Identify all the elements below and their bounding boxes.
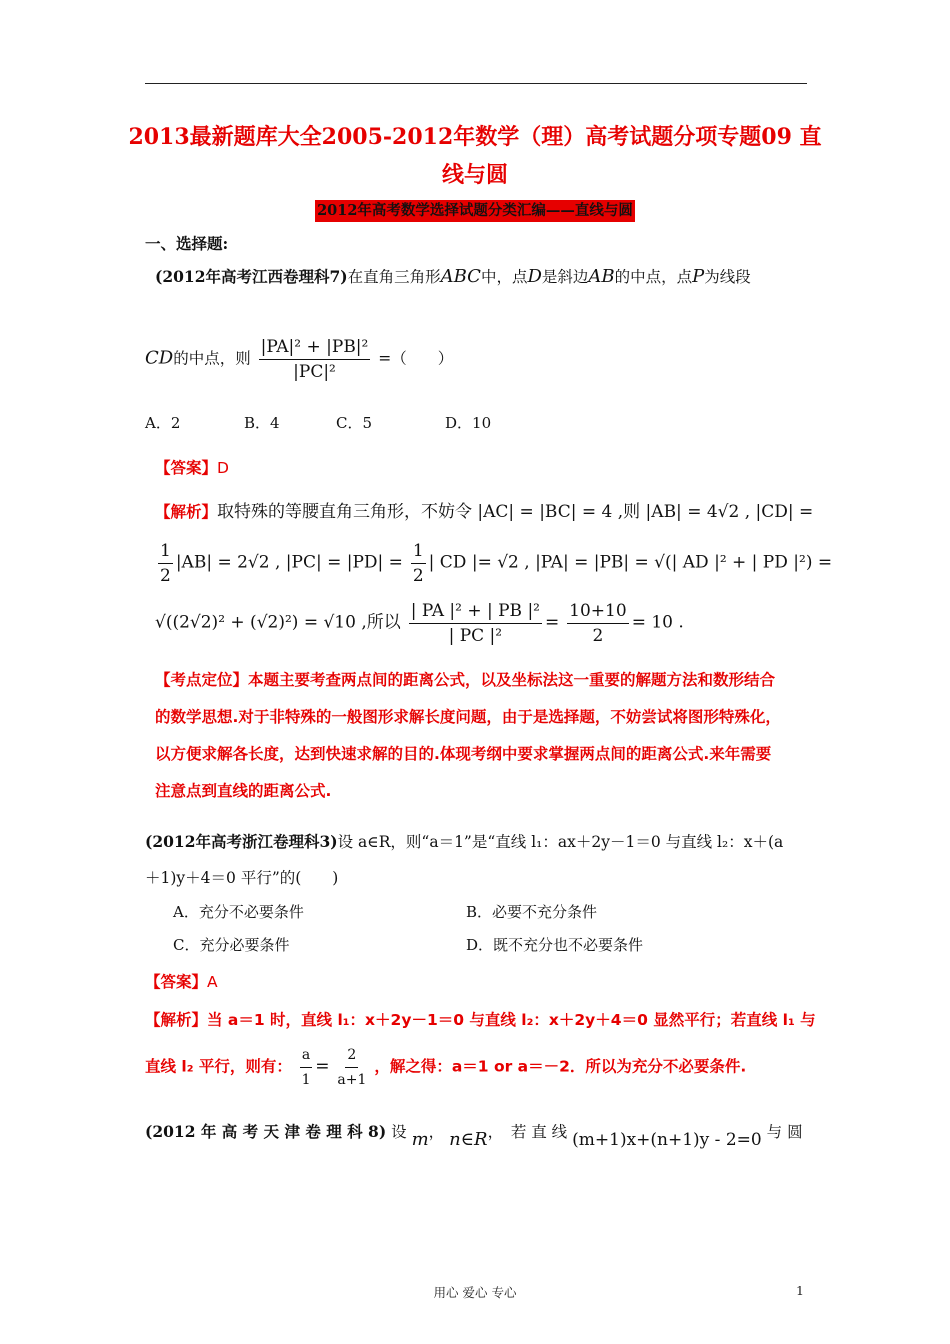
q2-line-1 xyxy=(145,830,783,854)
q2-frac-b-num: 2 xyxy=(345,1044,358,1068)
q1-kaodian-1 xyxy=(155,668,775,692)
q2-frac-a-den: 1 xyxy=(301,1072,311,1088)
document-title xyxy=(120,118,830,194)
q1-fraction xyxy=(259,336,371,383)
q2-text-1: 设 a∈R，则“a＝1”是“直线 l₁：ax＋2y－1＝0 与直线 l₂：x＋(a xyxy=(337,833,784,851)
q1-analysis-text-2b: | CD |= √2 , |PA| = |PB| = √(| AD |² + | PD |²) = xyxy=(428,552,833,573)
q1-answer-label: 【答案】 xyxy=(155,459,218,477)
q2-analysis-text-1: 当 a＝1 时，直线 l₁：x＋2y－1＝0 与直线 l₂：x＋2y＋4＝0 显然平行；若直线 l₁ 与 xyxy=(207,1011,816,1029)
subtitle: 2012年高考数学选择试题分类汇编——直线与圆 xyxy=(315,200,635,222)
q1-text-e: 为线段 xyxy=(704,268,751,286)
q2-analysis-text-2a: 直线 l₂ 平行，则有： xyxy=(145,1057,292,1076)
q2-line-2: ＋1)y＋4＝0 平行”的( ) xyxy=(145,869,339,887)
q1-half-fraction xyxy=(158,540,173,587)
q3-n-in-r: n∈R xyxy=(449,1129,488,1150)
q3-source: (2012 年 高 考 天 津 卷 理 科 8) xyxy=(145,1122,387,1141)
q1-analysis-3: √((2√2)² + (√2)²) = √10 ,所以 $\frac{\text{| PA |² + | PB |²}}{\text{| PC |²}}$ = $\frac{10+10}{2}$ = 10 . xyxy=(155,601,684,646)
q2-source: (2012年高考浙江卷理科3) xyxy=(145,832,338,851)
q1-option-c: C．5 xyxy=(336,414,373,432)
footer-text: 用心 爱心 专心 xyxy=(433,1285,517,1300)
q1-line-1 xyxy=(155,265,751,289)
title-line-2: 线与圆 xyxy=(441,162,508,188)
q2-frac-a-num: a xyxy=(300,1044,312,1068)
q2-answer-value: A xyxy=(207,973,218,991)
q2-analysis-2: 直线 l₂ 平行，则有： $\frac{a}{1}$ = $\frac{2}{a+1}$ ，解之得：a＝1 or a＝－2．所以为充分不必要条件. xyxy=(145,1044,746,1091)
q1-kaodian-3: 以方便求解各长度，达到快速求解的目的.体现考纲中要求掌握两点间的距离公式.来年需要 xyxy=(155,745,772,763)
q1-analysis-label: 【解析】 xyxy=(155,503,218,521)
q1-analysis-1 xyxy=(155,500,813,524)
q3-text-c: 与 圆 xyxy=(766,1123,803,1141)
q2-fraction-a xyxy=(300,1044,312,1091)
q1-option-d: D．10 xyxy=(445,414,492,432)
q1-option-b: B．4 xyxy=(244,414,280,432)
q1-half-num-2: 1 xyxy=(411,540,426,564)
q1-analysis-frac2-den: 2 xyxy=(592,626,604,646)
q1-kaodian-2: 的数学思想.对于非特殊的一般图形求解长度问题，由于是选择题，不妨尝试将图形特殊化， xyxy=(155,708,781,726)
q1-analysis-frac1-den: | PC |² xyxy=(448,626,503,646)
q1-d: D xyxy=(527,266,542,287)
section-heading: 一、选择题: xyxy=(145,234,229,253)
q2-analysis-label: 【解析】 xyxy=(145,1011,208,1029)
q1-analysis-fraction-1 xyxy=(409,600,542,647)
q3-line-1 xyxy=(145,1120,803,1150)
q1-text-g: =（ ） xyxy=(378,349,454,368)
q2-option-a: A．充分不必要条件 xyxy=(173,903,304,921)
q1-analysis-text-3a: √((2√2)² + (√2)²) = √10 ,所以 xyxy=(155,612,401,633)
q1-kaodian-4: 注意点到直线的距离公式. xyxy=(155,782,332,800)
q1-ab: AB xyxy=(588,266,615,287)
q1-analysis-frac2-num: 10+10 xyxy=(567,600,629,624)
q3-equation: (m+1)x+(n+1)y - 2=0 xyxy=(572,1130,762,1150)
q3-comma: ， xyxy=(428,1123,445,1141)
title-line-1: 2013最新题库大全2005-2012年数学（理）高考试题分项专题09 直 xyxy=(128,124,822,150)
q2-frac-b-den: a+1 xyxy=(337,1072,367,1088)
q1-p: P xyxy=(692,266,705,287)
q3-text-b: ， 若 直 线 xyxy=(487,1123,568,1141)
q1-kaodian-text-1: 本题主要考查两点间的距离公式，以及坐标法这一重要的解题方法和数形结合 xyxy=(248,671,776,689)
q1-option-a: A．2 xyxy=(145,414,181,432)
q2-option-c: C．充分必要条件 xyxy=(173,936,290,954)
q1-analysis-frac1-num: | PA |² + | PB |² xyxy=(409,600,542,624)
q1-abc: ABC xyxy=(440,266,481,287)
q1-text-c: 是斜边 xyxy=(541,268,589,286)
q2-option-d: D．既不充分也不必要条件 xyxy=(466,936,644,954)
q1-text-a: 在直角三角形 xyxy=(347,268,441,286)
q2-analysis-text-2b: ，解之得：a＝1 or a＝－2．所以为充分不必要条件. xyxy=(374,1057,747,1076)
q1-analysis-text-2: |AB| = 2√2 , |PC| = |PD| = xyxy=(175,552,403,573)
q2-answer-label: 【答案】 xyxy=(145,973,208,991)
q3-m: m xyxy=(411,1129,429,1150)
q2-analysis-1 xyxy=(145,1008,816,1032)
q1-text-f: 的中点，则 xyxy=(173,349,251,368)
q1-half-den-2: 2 xyxy=(412,566,424,586)
q1-text-d: 的中点，点 xyxy=(614,268,693,286)
q1-analysis-text-3b: = 10 . xyxy=(631,612,684,633)
q1-half-num: 1 xyxy=(158,540,173,564)
subtitle-wrap xyxy=(0,200,950,222)
q1-analysis-fraction-2 xyxy=(567,600,629,647)
q1-fraction-den: |PC|² xyxy=(293,362,336,382)
q1-analysis-2 xyxy=(155,540,832,587)
q1-source: (2012年高考江西卷理科7) xyxy=(155,267,348,286)
q1-half-den: 2 xyxy=(160,566,171,586)
q3-text-a: 设 xyxy=(391,1123,407,1141)
q1-kaodian-label: 【考点定位】 xyxy=(155,671,249,689)
q1-fraction-num: |PA|² + |PB|² xyxy=(259,336,371,360)
q1-text-b: 中，点 xyxy=(480,268,528,286)
q1-line-2 xyxy=(145,336,453,383)
q1-answer xyxy=(155,456,229,480)
q1-cd: CD xyxy=(145,347,174,369)
q2-answer xyxy=(145,970,218,994)
q2-option-b: B．必要不充分条件 xyxy=(466,903,598,921)
q1-half-fraction-2 xyxy=(411,540,426,587)
page-number: 1 xyxy=(796,1283,804,1298)
q1-answer-value: D xyxy=(217,459,229,477)
q1-analysis-text-1: 取特殊的等腰直角三角形，不妨令 |AC| = |BC| = 4 ,则 |AB| = 4√2 , |CD| = xyxy=(217,502,814,522)
q2-fraction-b xyxy=(337,1044,366,1091)
header-rule xyxy=(145,83,807,84)
